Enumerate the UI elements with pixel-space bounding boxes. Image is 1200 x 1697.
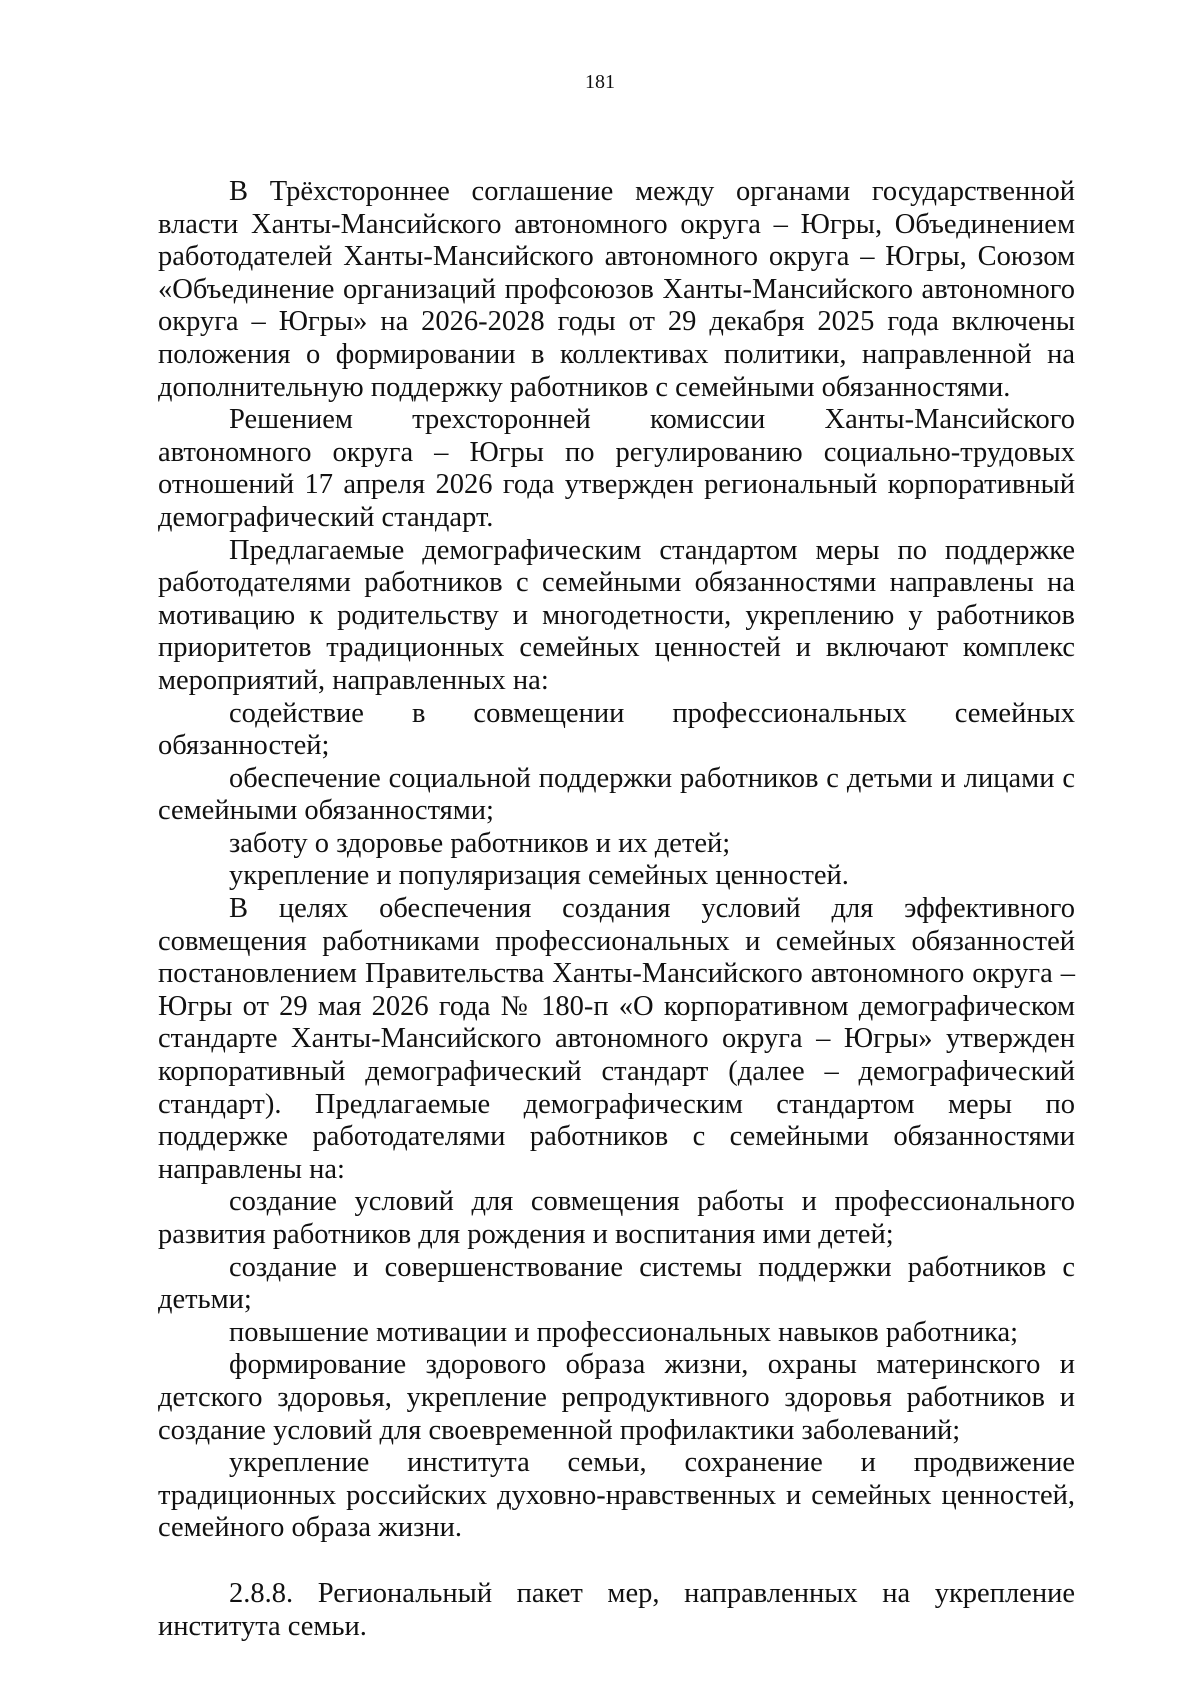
- list-item: укрепление института семьи, сохранение и продвижение традиционных российских духовно-нравственных и семейных ценностей, семейного образа жизни.: [158, 1447, 1075, 1544]
- list-item: формирование здорового образа жизни, охраны материнского и детского здоровья, укрепление репродуктивного здоровья работников и создание условий для своевременной профилактики заболеваний;: [158, 1349, 1075, 1446]
- list-item: повышение мотивации и профессиональных навыков работника;: [229, 1316, 1019, 1348]
- paragraph-proposed-measures: Предлагаемые демографическим стандартом меры по поддержке работодателями работников с семейными обязанностями направлены на мотивацию к родительству и многодетности, укреплению у работников приоритетов традиционных семейных ценностей и включают комплекс мероприятий, направленных на:: [158, 534, 1075, 696]
- list-item: заботу о здоровье работников и их детей;: [229, 827, 731, 859]
- document-body: [158, 176, 1075, 1643]
- list-item: укрепление и популяризация семейных ценностей.: [229, 860, 849, 892]
- paragraph-tripartite-agreement: В Трёхстороннее соглашение между органами государственной власти Ханты-Мансийского автономного округа – Югры, Объединением работодателей Ханты-Мансийского автономного округа – Югры, Союзом «Объединение организаций профсоюзов Ханты-Мансийского автономного округа – Югры» на 2026-2028 годы от 29 декабря 2025 года включены положения о формировании в коллективах политики, направленной на дополнительную поддержку работников с семейными обязанностями.: [158, 176, 1075, 403]
- section-heading: 2.8.8. Региональный пакет мер, направленных на укрепление института семьи.: [158, 1577, 1075, 1642]
- list-item: содействие в совмещении профессиональных семейных обязанностей;: [158, 697, 1075, 762]
- page-number: 181: [585, 71, 615, 93]
- list-item: создание условий для совмещения работы и профессионального развития работников для рождения и воспитания ими детей;: [158, 1186, 1075, 1250]
- list-item: создание и совершенствование системы поддержки работников с детьми;: [158, 1251, 1075, 1316]
- paragraph-government-resolution: В целях обеспечения создания условий для эффективного совмещения работниками профессиональных и семейных обязанностей постановлением Правительства Ханты-Мансийского автономного округа – Югры от 29 мая 2026 года № 180-п «О корпоративном демографическом стандарте Ханты-Мансийского автономного округа – Югры» утвержден корпоративный демографический стандарт (далее – демографический стандарт). Предлагаемые демографическим стандартом меры по поддержке работодателями работников с семейными обязанностями направлены на:: [158, 893, 1075, 1185]
- paragraph-commission-decision: Решением трехсторонней комиссии Ханты-Мансийского автономного округа – Югры по регулированию социально-трудовых отношений 17 апреля 2026 года утвержден региональный корпоративный демографический стандарт.: [158, 404, 1075, 533]
- list-item: обеспечение социальной поддержки работников с детьми и лицами с семейными обязанностями;: [158, 762, 1075, 827]
